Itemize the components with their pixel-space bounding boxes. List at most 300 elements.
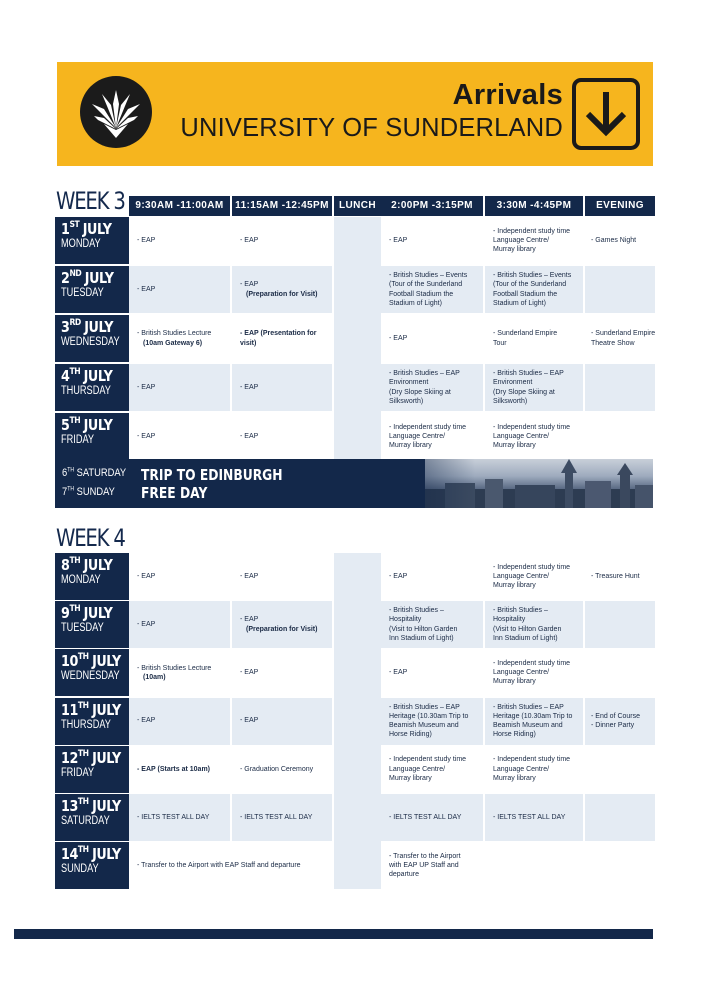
day-number: 11	[61, 700, 78, 719]
schedule-cell-c3	[381, 649, 483, 696]
schedule-cell-c3	[381, 601, 483, 648]
cell-text	[389, 334, 407, 343]
week-3-label: WEEK 3	[56, 187, 125, 215]
column-header-5: 3:30M -4:45PM	[485, 196, 583, 216]
schedule-cell-c1	[129, 794, 230, 841]
cell-text	[591, 236, 636, 245]
cell-line: Tour	[493, 339, 507, 347]
cell-text	[493, 755, 570, 783]
day-weekday: WEDNESDAY	[61, 336, 120, 348]
cell-line: - EAP	[240, 572, 259, 580]
cell-text	[389, 423, 466, 451]
schedule-cell-c3	[381, 746, 483, 793]
cell-text	[493, 329, 557, 347]
cell-line: Language Centre/	[493, 572, 550, 580]
sunday-label: 7TH SUNDAY	[62, 486, 115, 498]
cell-text	[240, 615, 317, 633]
day-label	[55, 746, 129, 793]
day-weekday: SUNDAY	[61, 863, 99, 876]
cell-line: - Treasure Hunt	[591, 572, 640, 580]
day-date	[61, 750, 119, 767]
cell-text	[240, 432, 258, 441]
trip-text	[141, 466, 283, 502]
cell-line: (Dry Slope Skiing at	[389, 388, 451, 396]
day-date	[61, 368, 119, 385]
cell-text	[389, 755, 466, 783]
cell-line: - EAP	[137, 572, 156, 580]
day-number: 8	[61, 556, 70, 574]
day-suffix: TH	[69, 367, 81, 377]
saturday-label: 6TH SATURDAY	[62, 467, 127, 479]
schedule-cell-c5	[585, 649, 655, 696]
cell-text	[137, 620, 155, 629]
cell-line: Beamish Museum and	[493, 722, 563, 730]
day-date	[61, 417, 119, 434]
cell-line: (10am)	[143, 673, 166, 681]
day-label	[55, 413, 129, 460]
schedule-cell-c5	[585, 842, 655, 889]
cell-text	[389, 606, 457, 643]
day-number: 3	[61, 318, 70, 336]
cell-line: Hospitality	[493, 616, 526, 624]
schedule-cell-c3	[381, 364, 483, 411]
column-header-6: EVENING	[585, 196, 655, 216]
schedule-cell-c1	[129, 553, 230, 600]
cell-line: - Independent study time	[389, 756, 467, 764]
schedule-cell-c3	[381, 698, 483, 745]
cell-line: - Independent study time	[493, 660, 571, 668]
cell-line: - EAP	[240, 432, 259, 440]
lunch-column	[334, 217, 381, 460]
cell-text	[389, 271, 467, 308]
schedule-cell-c3	[381, 553, 483, 600]
cell-line: (Visit to Hilton Garden	[389, 625, 458, 633]
schedule-cell-c5	[585, 315, 655, 362]
cell-text	[493, 606, 561, 643]
schedule-cell-c4	[485, 217, 583, 264]
schedule-cell-c3	[381, 266, 483, 313]
schedule-cell-c4	[485, 794, 583, 841]
cell-line: - British Studies – EAP	[493, 370, 564, 378]
cell-line: - EAP	[240, 717, 259, 725]
column-header-3: LUNCH	[334, 196, 381, 216]
cell-line: - EAP	[137, 383, 156, 391]
day-suffix: TH	[69, 416, 81, 426]
day-label	[55, 794, 129, 841]
cell-line: - Graduation Ceremony	[240, 765, 314, 773]
day-date	[61, 319, 119, 336]
trip-line-2: FREE DAY	[141, 484, 208, 502]
cell-line: Beamish Museum and	[389, 722, 459, 730]
cell-line: - IELTS TEST ALL DAY	[240, 813, 313, 821]
cell-line: - British Studies Lecture	[137, 664, 212, 672]
schedule-cell-c4	[485, 698, 583, 745]
cell-line: Football Stadium the	[493, 290, 558, 298]
schedule-cell-c4	[485, 413, 583, 460]
schedule-cell-c2	[232, 601, 332, 648]
cell-text	[389, 813, 461, 822]
cell-line: - IELTS TEST ALL DAY	[493, 813, 566, 821]
day-date	[61, 653, 119, 670]
cell-line: - Transfer to the Airport with EAP Staff and departure	[137, 862, 301, 870]
cell-line: - Independent study time	[493, 756, 571, 764]
schedule-cell-c12	[129, 842, 332, 889]
cell-line: Language Centre/	[389, 432, 446, 440]
cell-line: Murray library	[389, 442, 432, 450]
cell-text	[240, 813, 312, 822]
schedule-cell-c1	[129, 266, 230, 313]
schedule-cell-c5	[585, 794, 655, 841]
cell-text	[591, 329, 655, 347]
schedule-cell-c5	[585, 698, 655, 745]
schedule-cell-c3	[381, 842, 483, 889]
cell-line: - EAP	[389, 334, 408, 342]
cell-line: Language Centre/	[493, 765, 550, 773]
cell-text	[493, 369, 564, 406]
cell-line: visit)	[240, 339, 257, 347]
cell-line: Horse Riding)	[389, 731, 432, 739]
cell-line: - British Studies – Events	[493, 272, 572, 280]
cell-text	[137, 329, 211, 347]
schedule-cell-c2	[232, 315, 332, 362]
cell-text	[137, 572, 155, 581]
cell-line: Murray library	[493, 774, 536, 782]
cell-line: - EAP	[137, 432, 156, 440]
day-number: 14	[61, 845, 78, 864]
schedule-cell-c5	[585, 217, 655, 264]
day-label	[55, 649, 129, 696]
cell-line: Theatre Show	[591, 339, 635, 347]
schedule-cell-c5	[585, 553, 655, 600]
cell-line: - EAP	[240, 281, 259, 289]
column-header-2: 11:15AM -12:45PM	[232, 196, 332, 216]
university-title: UNIVERSITY OF SUNDERLAND	[180, 114, 563, 142]
day-suffix: TH	[77, 845, 89, 856]
day-number: 1	[61, 220, 70, 238]
cell-line: (Dry Slope Skiing at	[493, 388, 555, 396]
day-suffix: TH	[77, 748, 89, 759]
cell-line: Language Centre/	[493, 236, 550, 244]
schedule-cell-c2	[232, 698, 332, 745]
schedule-cell-c2	[232, 649, 332, 696]
cell-line: - EAP	[137, 285, 156, 293]
day-number: 10	[61, 652, 78, 671]
day-month: JULY	[83, 556, 113, 574]
cell-line: - EAP	[389, 236, 408, 244]
day-month: JULY	[92, 652, 121, 671]
day-label	[55, 553, 129, 600]
day-label	[55, 842, 129, 889]
cell-line: - Independent study time	[493, 563, 571, 571]
schedule-cell-c1	[129, 746, 230, 793]
day-month: JULY	[82, 220, 112, 238]
cell-text	[137, 432, 155, 441]
schedule-cell-c1	[129, 217, 230, 264]
cell-line: - British Studies – Events	[389, 272, 468, 280]
cell-line: (10am Gateway 6)	[143, 339, 203, 347]
cell-line: Murray library	[493, 442, 536, 450]
trip-line-1: TRIP TO EDINBURGH	[141, 466, 283, 484]
cell-line: - EAP	[240, 383, 259, 391]
cell-text	[240, 236, 258, 245]
day-month: JULY	[84, 318, 114, 336]
cell-text	[137, 236, 155, 245]
day-date	[61, 702, 119, 719]
day-month: JULY	[83, 604, 113, 623]
schedule-cell-c5	[585, 413, 655, 460]
arrow-down-icon	[572, 78, 640, 150]
day-suffix: ST	[69, 220, 80, 230]
day-month: JULY	[92, 797, 121, 815]
cell-text	[240, 716, 258, 725]
edinburgh-trip-banner	[55, 459, 653, 508]
cell-text	[389, 852, 461, 880]
schedule-cell-c2	[232, 746, 332, 793]
cell-line: (Visit to Hilton Garden	[493, 625, 562, 633]
cell-line: - EAP (Starts at 10am)	[137, 765, 211, 773]
cell-text	[493, 813, 565, 822]
column-header-4: 2:00PM -3:15PM	[381, 196, 483, 216]
day-label	[55, 266, 129, 313]
cell-line: Murray library	[493, 678, 536, 686]
schedule-cell-c4	[485, 842, 583, 889]
banner-fade	[355, 459, 475, 508]
cell-line: Heritage (10.30am Trip to	[389, 712, 469, 720]
day-month: JULY	[92, 845, 121, 864]
day-weekday: THURSDAY	[61, 718, 111, 731]
cell-line: (Tour of the Sunderland	[389, 281, 463, 289]
cell-text	[493, 423, 570, 451]
cell-text	[240, 765, 313, 774]
schedule-cell-c4	[485, 601, 583, 648]
cell-text	[137, 383, 155, 392]
day-date	[61, 270, 119, 287]
day-month: JULY	[84, 269, 114, 287]
cell-line: - British Studies –	[493, 607, 548, 615]
cell-line: Language Centre/	[493, 432, 550, 440]
day-month: JULY	[92, 748, 121, 767]
cell-text	[591, 712, 640, 730]
day-date	[61, 798, 119, 815]
day-date	[61, 605, 119, 622]
day-number: 13	[61, 797, 78, 815]
cell-text	[137, 813, 209, 822]
day-date	[61, 846, 119, 863]
schedule-cell-c4	[485, 553, 583, 600]
cell-line: Silksworth)	[389, 397, 424, 405]
cell-text	[389, 703, 468, 740]
cell-text	[240, 383, 258, 392]
day-suffix: TH	[77, 652, 89, 663]
cell-line: - Games Night	[591, 236, 637, 244]
schedule-cell-c5	[585, 364, 655, 411]
sunderland-crest-icon	[80, 76, 152, 148]
cell-line: - Sunderland Empire	[493, 330, 558, 338]
day-weekday: TUESDAY	[61, 287, 104, 299]
cell-line: - EAP (Presentation for	[240, 330, 317, 338]
schedule-cell-c4	[485, 315, 583, 362]
cell-line: - IELTS TEST ALL DAY	[389, 813, 462, 821]
cell-line: - EAP	[137, 717, 156, 725]
cell-text	[240, 280, 317, 298]
cell-text	[137, 765, 210, 774]
cell-text	[493, 563, 570, 591]
cell-line: Football Stadium the	[389, 290, 454, 298]
lunch-column	[334, 553, 381, 889]
schedule-cell-c2	[232, 413, 332, 460]
footer-bar	[14, 929, 653, 939]
cell-line: - British Studies – EAP	[389, 370, 460, 378]
day-weekday: MONDAY	[61, 574, 101, 586]
schedule-cell-c1	[129, 315, 230, 362]
day-label	[55, 698, 129, 745]
day-label	[55, 217, 129, 264]
cell-line: - British Studies – EAP	[389, 703, 460, 711]
day-number: 5	[61, 416, 70, 434]
cell-line: departure	[389, 871, 419, 879]
schedule-cell-c3	[381, 794, 483, 841]
day-number: 9	[61, 604, 70, 623]
day-weekday: THURSDAY	[61, 385, 111, 397]
day-label	[55, 601, 129, 648]
cell-text	[389, 572, 407, 581]
cell-line: Hospitality	[389, 616, 422, 624]
day-suffix: ND	[69, 269, 82, 279]
schedule-cell-c5	[585, 746, 655, 793]
cell-line: (Preparation for Visit)	[246, 625, 318, 633]
cell-line: - EAP	[389, 669, 408, 677]
cell-line: - British Studies Lecture	[137, 330, 212, 338]
cell-text	[591, 572, 640, 581]
cell-line: Murray library	[493, 582, 536, 590]
cell-line: - British Studies –	[389, 607, 444, 615]
cell-line: - Independent study time	[493, 423, 571, 431]
schedule-cell-c4	[485, 266, 583, 313]
cell-text	[493, 703, 572, 740]
cell-text	[240, 668, 258, 677]
cell-line: Horse Riding)	[493, 731, 536, 739]
day-suffix: TH	[69, 604, 81, 615]
cell-text	[137, 285, 155, 294]
schedule-cell-c3	[381, 217, 483, 264]
cell-line: - Sunderland Empire	[591, 330, 656, 338]
cell-line: Environment	[389, 379, 429, 387]
schedule-cell-c5	[585, 601, 655, 648]
cell-line: - Transfer to the Airport	[389, 852, 461, 860]
cell-line: - Dinner Party	[591, 722, 635, 730]
week-4-label: WEEK 4	[56, 524, 125, 552]
day-weekday: FRIDAY	[61, 766, 95, 779]
day-number: 2	[61, 269, 70, 287]
cell-text	[493, 659, 570, 687]
day-weekday: MONDAY	[61, 238, 101, 250]
schedule-cell-c2	[232, 794, 332, 841]
schedule-cell-c4	[485, 364, 583, 411]
cell-line: - EAP	[240, 616, 259, 624]
schedule-cell-c1	[129, 364, 230, 411]
schedule-cell-c2	[232, 553, 332, 600]
day-suffix: RD	[69, 318, 81, 328]
day-suffix: TH	[77, 797, 89, 807]
schedule-cell-c4	[485, 746, 583, 793]
arrivals-title: Arrivals	[452, 79, 563, 111]
cell-line: - Independent study time	[493, 227, 571, 235]
day-weekday: WEDNESDAY	[61, 670, 120, 683]
day-suffix: TH	[77, 700, 89, 711]
cell-line: with EAP UP Staff and	[389, 862, 459, 870]
cell-line: - IELTS TEST ALL DAY	[137, 813, 210, 821]
cell-text	[137, 664, 211, 682]
day-month: JULY	[83, 367, 113, 385]
cell-line: Language Centre/	[493, 669, 550, 677]
cell-line: Language Centre/	[389, 765, 446, 773]
cell-line: - British Studies – EAP	[493, 703, 564, 711]
cell-line: Murray library	[389, 774, 432, 782]
day-label	[55, 364, 129, 411]
cell-line: Inn Stadium of Light)	[493, 634, 558, 642]
schedule-cell-c5	[585, 266, 655, 313]
cell-text	[389, 668, 407, 677]
cell-line: Heritage (10.30am Trip to	[493, 712, 573, 720]
day-month: JULY	[83, 416, 113, 434]
cell-line: - End of Course	[591, 712, 641, 720]
cell-text	[493, 271, 571, 308]
schedule-cell-c2	[232, 266, 332, 313]
day-weekday: FRIDAY	[61, 434, 95, 446]
column-header-1: 9:30AM -11:00AM	[129, 196, 230, 216]
schedule-cell-c3	[381, 315, 483, 362]
day-date	[61, 221, 119, 238]
schedule-cell-c2	[232, 217, 332, 264]
day-number: 12	[61, 748, 78, 767]
cell-line: Environment	[493, 379, 533, 387]
cell-line: Stadium of Light)	[493, 299, 546, 307]
day-label	[55, 315, 129, 362]
schedule-cell-c4	[485, 649, 583, 696]
cell-text	[240, 329, 317, 347]
day-suffix: TH	[69, 556, 81, 566]
cell-text	[389, 369, 460, 406]
cell-line: - EAP	[240, 236, 259, 244]
cell-line: Stadium of Light)	[389, 299, 442, 307]
schedule-cell-c1	[129, 413, 230, 460]
cell-line: - Independent study time	[389, 423, 467, 431]
day-date	[61, 557, 119, 574]
cell-line: - EAP	[240, 669, 259, 677]
cell-text	[493, 227, 570, 255]
cell-line: - EAP	[137, 236, 156, 244]
day-month: JULY	[92, 700, 121, 719]
cell-text	[389, 236, 407, 245]
schedule-cell-c1	[129, 601, 230, 648]
schedule-cell-c1	[129, 698, 230, 745]
cell-line: (Preparation for Visit)	[246, 290, 318, 298]
day-number: 4	[61, 367, 70, 385]
cell-text	[240, 572, 258, 581]
cell-text	[137, 716, 155, 725]
schedule-cell-c2	[232, 364, 332, 411]
schedule-cell-c3	[381, 413, 483, 460]
day-weekday: TUESDAY	[61, 622, 104, 635]
cell-line: Inn Stadium of Light)	[389, 634, 454, 642]
cell-text	[137, 861, 301, 870]
cell-line: - EAP	[137, 621, 156, 629]
cell-line: - EAP	[389, 572, 408, 580]
day-weekday: SATURDAY	[61, 815, 110, 827]
cell-line: (Tour of the Sunderland	[493, 281, 567, 289]
cell-line: Silksworth)	[493, 397, 528, 405]
schedule-cell-c1	[129, 649, 230, 696]
